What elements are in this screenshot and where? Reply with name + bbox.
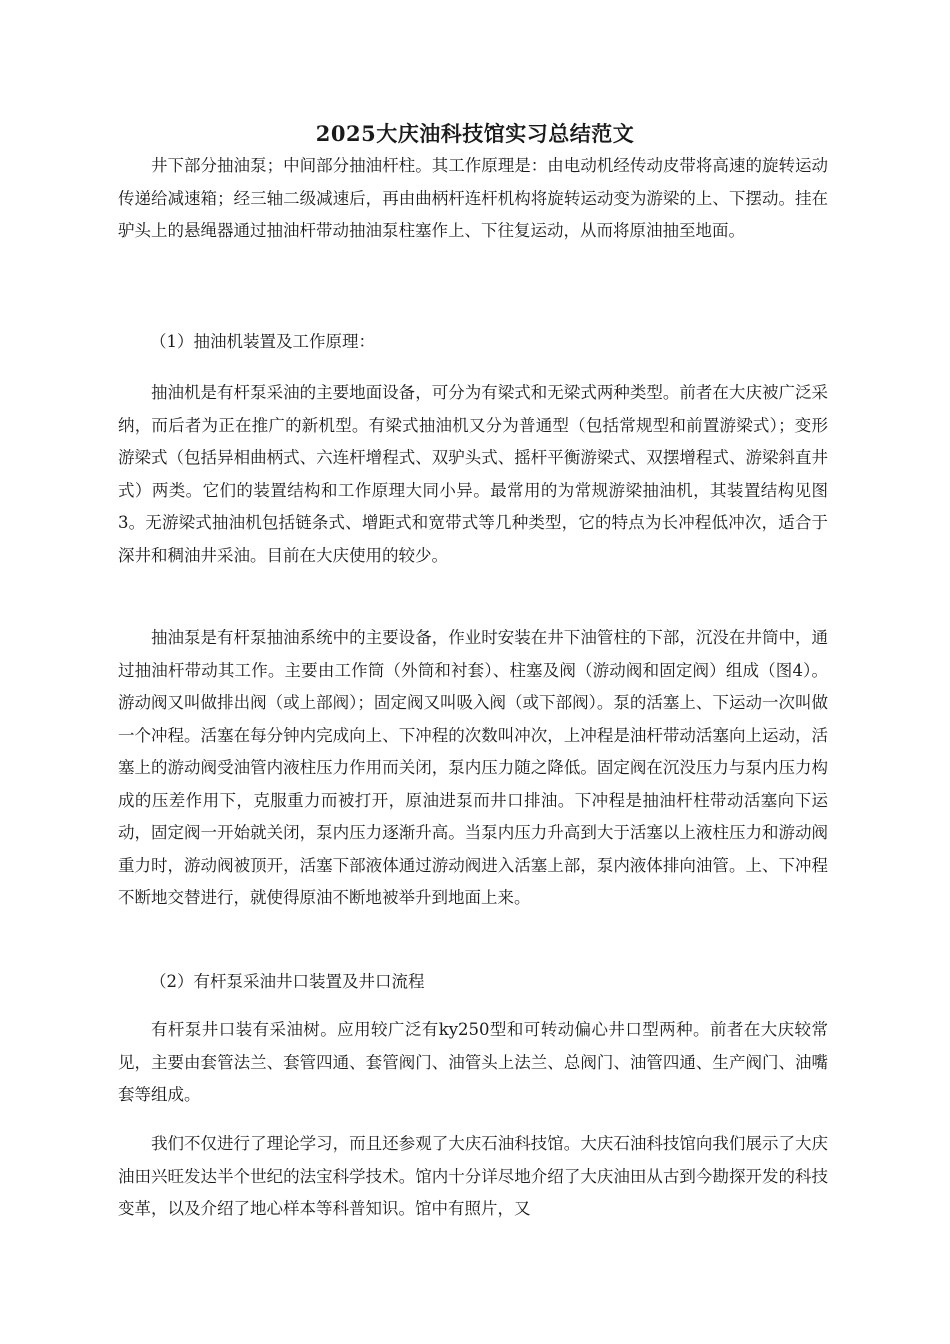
section-heading-wellhead: （2）有杆泵采油井口装置及井口流程: [150, 972, 425, 991]
paragraph-pump-overview: 井下部分抽油泵；中间部分抽油杆柱。其工作原理是：由电动机经传动皮带将高速的旋转运动传递给减速箱；经三轴二级减速后，再由曲柄杆连杆机构将旋转运动变为游梁的上、下摆动。挂在驴头上的悬绳器通过抽油杆带动抽油泵柱塞作上、下往复运动，从而将原油抽至地面。: [118, 156, 828, 240]
paragraph-pumping-unit: 抽油机是有杆泵采油的主要地面设备，可分为有梁式和无梁式两种类型。前者在大庆被广泛采纳，而后者为正在推广的新机型。有梁式抽油机又分为普通型（包括常规型和前置游梁式）；变形游梁式（包括异相曲柄式、六连杆增程式、双驴头式、摇杆平衡游梁式、双摆增程式、游梁斜直井式）两类。它们的装置结构和工作原理大同小异。最常用的为常规游梁抽油机，其装置结构见图3。无游梁式抽油机包括链条式、增距式和宽带式等几种类型，它的特点为长冲程低冲次，适合于深井和稠油井采油。目前在大庆使用的较少。: [118, 383, 828, 565]
document-title: 2025大庆油科技馆实习总结范文: [315, 121, 635, 146]
paragraph-wellhead: 有杆泵井口装有采油树。应用较广泛有ky250型和可转动偏心井口型两种。前者在大庆较常见，主要由套管法兰、套管四通、套管阀门、油管头上法兰、总阀门、油管四通、生产阀门、油嘴套等组成。: [118, 1020, 828, 1104]
paragraph-oil-pump: 抽油泵是有杆泵抽油系统中的主要设备，作业时安装在井下油管柱的下部，沉没在井筒中，通过抽油杆带动其工作。主要由工作筒（外筒和衬套）、柱塞及阀（游动阀和固定阀）组成（图4）。游动阀又叫做排出阀（或上部阀）；固定阀又叫吸入阀（或下部阀）。泵的活塞上、下运动一次叫做一个冲程。活塞在每分钟内完成向上、下冲程的次数叫冲次，上冲程是油杆带动活塞向上运动，活塞上的游动阀受油管内液柱压力作用而关闭，泵内压力随之降低。固定阀在沉没压力与泵内压力构成的压差作用下，克服重力而被打开，原油进泵而井口排油。下冲程是抽油杆柱带动活塞向下运动，固定阀一开始就关闭，泵内压力逐渐升高。当泵内压力升高到大于活塞以上液柱压力和游动阀重力时，游动阀被顶开，活塞下部液体通过游动阀进入活塞上部，泵内液体排向油管。上、下冲程不断地交替进行，就使得原油不断地被举升到地面上来。: [118, 628, 828, 907]
section-heading-pumping-unit: （1）抽油机装置及工作原理：: [150, 332, 375, 351]
paragraph-museum-visit: 我们不仅进行了理论学习，而且还参观了大庆石油科技馆。大庆石油科技馆向我们展示了大庆油田兴旺发达半个世纪的法宝科学技术。馆内十分详尽地介绍了大庆油田从古到今勘探开发的科技变革，以及介绍了地心样本等科普知识。馆中有照片，又: [118, 1134, 828, 1218]
